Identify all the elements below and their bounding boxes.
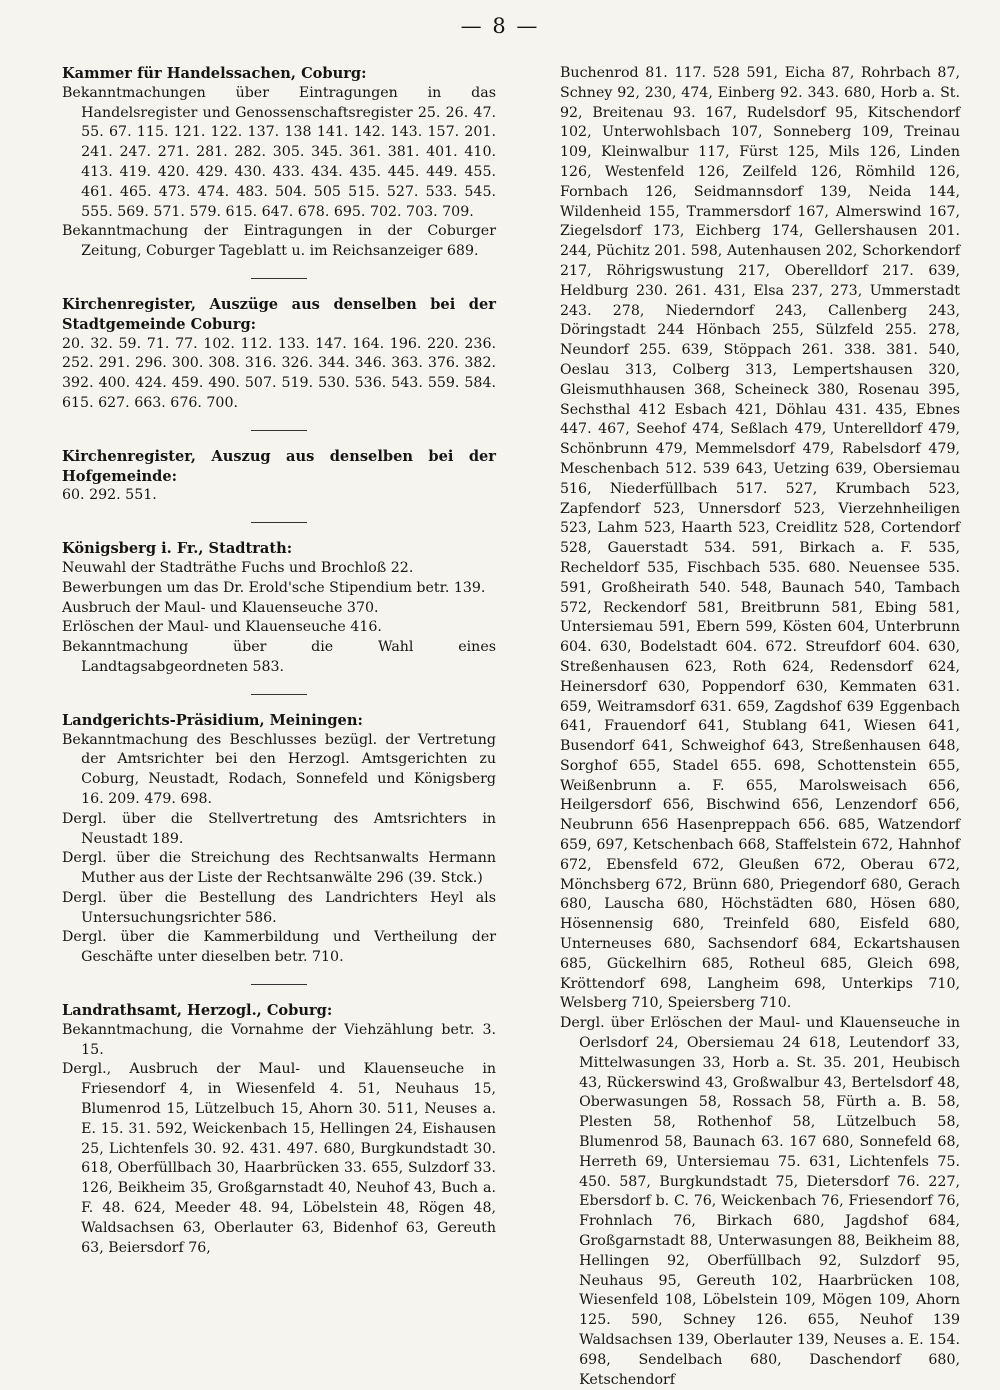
entry: Ausbruch der Maul- und Klauenseuche 370. [62,599,379,616]
section-divider [251,278,307,279]
entry: Bekanntmachung, die Vornahme der Viehzählung betr. 3. 15. [62,1021,496,1058]
entry: Bekanntmachung der Eintragungen in der Coburger Zeitung, Coburger Tageblatt u. im Reichsanzeiger 689. [62,223,496,260]
section-heading: Kirchenregister, Auszüge aus denselben bei der Stadtgemeinde Coburg: [62,295,496,333]
section-kirchenregister-stadtgemeinde [62,295,496,414]
entry: Dergl. über die Stellvertretung des Amtsrichters in Neustadt 189. [62,810,496,847]
entry: 20. 32. 59. 71. 77. 102. 112. 133. 147. 164. 196. 220. 236. 252. 291. 296. 300. 308. 316. 326. 344. 346. 363. 376. 382. 392. 400. 424. 459. 490. 507. 519. 530. 536. 543. 559. 584. 615. 627. 663. 676. 700. [62,335,496,411]
section-kirchenregister-hofgemeinde [62,447,496,506]
entry: 60. 292. 551. [62,487,157,504]
right-column [560,64,960,1390]
section-heading: Kammer für Handelssachen, Coburg: [62,65,367,82]
section-heading: Kirchenregister, Auszug aus denselben bei der Hofgemeinde: [62,447,496,485]
entry: Erlöschen der Maul- und Klauenseuche 416. [62,619,382,636]
entry: Dergl. über die Bestellung des Landrichters Heyl als Untersuchungsrichter 586. [62,889,496,926]
section-koenigsberg-stadtrath [62,539,496,678]
left-column [62,64,496,1258]
page-number: — 8 — [460,14,540,38]
entry: Bekanntmachung über die Wahl eines Landtagsabgeordneten 583. [62,639,496,675]
section-landgerichts-praesidium [62,711,496,968]
entry: Dergl. über die Kammerbildung und Vertheilung der Geschäfte unter dieselben betr. 710. [62,929,496,966]
section-divider [251,694,307,695]
entry: Neuwahl der Stadträthe Fuchs und Brochloß 22. [62,559,414,576]
entry: Bewerbungen um das Dr. Erold'sche Stipendium betr. 139. [62,579,486,596]
section-heading: Landgerichts-Präsidium, Meiningen: [62,711,363,729]
entry: Dergl., Ausbruch der Maul- und Klauenseuche in Friesendorf 4, in Wiesenfeld 4. 51, Neuhaus 15, Blumenrod 15, Lützelbuch 15, Ahorn 30. 511, Neuses a. E. 15. 31. 592, Weickenbach 15, Hellingen 24, Eishausen 25, Lichtenfels 30. 92. 431. 497. 680, Burgkundstadt 30. 618, Oberfüllbach 30, Haarbrücken 33. 655, Sulzdorf 33. 126, Beikheim 35, Großgarnstadt 40, Neuhof 43, Buch a. F. 48. 624, Meeder 48. 94, Löbelstein 48, Rögen 48, Waldsachsen 63, Oberlauter 63, Bidenhof 63, Gereuth 63, Beiersdorf 76, [62,1061,496,1256]
entry: Dergl. über die Streichung des Rechtsanwalts Hermann Muther aus der Liste der Rechtsanwälte 296 (39. Stck.) [62,850,496,887]
section-divider [251,984,307,985]
section-landrathsamt-coburg [62,1001,496,1258]
section-divider [251,430,307,431]
section-kammer-handelssachen [62,64,496,262]
section-heading: Landrathsamt, Herzogl., Coburg: [62,1002,333,1020]
entry: Bekanntmachungen über Eintragungen in das Handelsregister und Genossenschaftsregister 25. 26. 47. 55. 67. 115. 121. 122. 137. 138 141. 142. 143. 157. 201. 241. 247. 271. 281. 282. 305. 345. 361. 381. 401. 410. 413. 419. 420. 429. 430. 433. 434. 435. 445. 449. 455. 461. 465. 473. 474. 483. 504. 505 515. 527. 533. 545. 555. 569. 571. 579. 615. 647. 678. 695. 702. 703. 709. [62,84,496,220]
entry: Dergl. über Erlöschen der Maul- und Klauenseuche in Oerlsdorf 24, Obersiemau 24 618, Leutendorf 33, Mittelwasungen 33, Horb a. St. 35. 201, Heubisch 43, Rückerswind 43, Großwalbur 43, Bertelsdorf 48, Oberwasungen 58, Rossach 58, Fürth a. B. 58, Plesten 58, Rothenhof 58, Lützelbuch 58, Blumenrod 58, Baunach 63. 167 680, Sonnefeld 68, Herreth 69, Untersiemau 75. 631, Lichtenfels 75. 450. 587, Burgkundstadt 75, Dietersdorf 76. 227, Ebersdorf b. C. 76, Weickenbach 76, Friesendorf 76, Frohnlach 76, Birkach 680, Jagdshof 684, Großgarnstadt 88, Unterwasungen 88, Beikheim 88, Hellingen 92, Oberfüllbach 92, Sulzdorf 95, Neuhaus 95, Gereuth 102, Haarbrücken 108, Wiesenfeld 108, Löbelstein 109, Mögen 109, Ahorn 125. 590, Schney 126. 655, Neuhof 139 Waldsachsen 139, Oberlauter 139, Neuses a. E. 154. 698, Sendelbach 680, Daschendorf 680, Ketschendorf [560,1015,960,1388]
entry: Bekanntmachung des Beschlusses bezügl. der Vertretung der Amtsrichter bei den Herzogl. Amtsgerichten zu Coburg, Neustadt, Rodach, Sonnefeld und Königsberg 16. 209. 479. 698. [62,731,496,807]
continuation-text: Buchenrod 81. 117. 528 591, Eicha 87, Rohrbach 87, Schney 92, 230, 474, Einberg 92. 343. 680, Horb a. St. 92, Breitenau 93. 167, Rudelsdorf 95, Kitschendorf 102, Unterwohlsbach 107, Sonneberg 109, Treinau 109, Kleinwalbur 117, Fürst 125, Mils 126, Linden 126, Westenfeld 126, Zeilfeld 126, Römhild 126, Fornbach 126, Seidmannsdorf 139, Neida 144, Wildenheid 155, Trammersdorf 167, Almerswind 167, Ziegelsdorf 173, Eichberg 174, Gellershausen 201. 244, Püchitz 201. 598, Autenhausen 202, Schorkendorf 217, Röhrigswustung 217, Oberelldorf 217. 639, Heldburg 230. 261. 431, Elsa 237, 273, Ummerstadt 243. 278, Niederndorf 243, Callenberg 243, Döringstadt 244 Hönbach 255, Sülzfeld 255. 278, Neundorf 255. 639, Stöppach 261. 338. 381. 540, Oeslau 313, Colberg 313, Lempertshausen 320, Gleismuthhausen 368, Scheineck 380, Rosenau 395, Sechsthal 412 Esbach 421, Döhlau 431. 435, Ebnes 447. 467, Seehof 474, Seßlach 479, Unterelldorf 479, Schönbrunn 479, Memmelsdorf 479, Rabelsdorf 479, Meschenbach 512. 539 643, Uetzing 639, Obersiemau 516, Niederfüllbach 517. 527, Krumbach 523, Zapfendorf 523, Unnersdorf 523, Vierzehnheiligen 523, Lahm 523, Haarth 523, Creidlitz 528, Cortendorf 528, Gauerstadt 534. 591, Birkach a. F. 535, Recheldorf 535, Fischbach 535. 680. Neuensee 535. 591, Großheirath 540. 548, Baunach 540, Tambach 572, Reckendorf 581, Breitbrunn 581, Ebing 581, Untersiemau 591, Ebern 599, Kösten 604, Unterbrunn 604. 630, Bodelstadt 604. 672. Streufdorf 604. 630, Streßenhausen 623, Roth 624, Redensdorf 624, Heinersdorf 630, Poppendorf 630, Kemmaten 631. 659, Weitramsdorf 631. 659, Zagdshof 639 Eggenbach 641, Frauendorf 641, Stublang 641, Wiesen 641, Busendorf 641, Schweighof 643, Streßenhausen 648, Sorghof 655, Stadel 655. 698, Schottenstein 655, Weißenbrunn a. F. 655, Marolsweisach 656, Heilgersdorf 656, Bischwind 656, Lenzendorf 656, Neubrunn 656 Hasenpreppach 656. 685, Watzendorf 659, 697, Ketschenbach 668, Staffelstein 672, Hahnhof 672, Ebensfeld 672, Gleußen 672, Oberau 672, Mönchsberg 672, Brünn 680, Priegendorf 680, Gerach 680, Lauscha 680, Höchstädten 680, Hösen 680, Hösennensig 680, Treinfeld 680, Eisfeld 680, Unterneuses 680, Sachsendorf 684, Eckartshausen 685, Gückelhirn 685, Rotheul 685, Gleich 698, Kröttendorf 698, Langheim 698, Unterkips 710, Welsberg 710, Speiersberg 710. [560,65,960,1012]
section-heading: Königsberg i. Fr., Stadtrath: [62,540,293,558]
section-divider [251,522,307,523]
